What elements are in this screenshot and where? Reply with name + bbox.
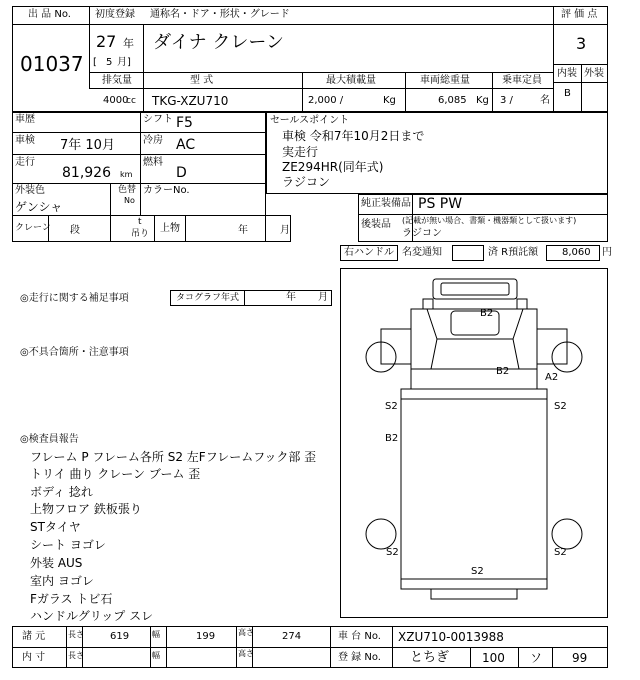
tacho-month: 月 xyxy=(318,292,328,303)
inspection-label: 車検 xyxy=(15,135,35,146)
upper-year: 年 xyxy=(238,225,248,236)
history-label: 車歴 xyxy=(15,114,35,125)
mileage-value: 81,926 xyxy=(62,165,111,181)
defects-label: ◎不具合箇所・注意事項 xyxy=(20,347,129,358)
damage-mark: B2 xyxy=(480,308,494,319)
damage-mark: B2 xyxy=(385,433,399,444)
height-label: 高さ xyxy=(238,628,254,637)
crane-label: クレーン xyxy=(15,223,51,233)
month-unit: 月] xyxy=(117,57,131,68)
divider xyxy=(66,626,67,668)
ext-color-value: ゲンシャ xyxy=(15,200,63,214)
reg-label: 登 録 No. xyxy=(338,652,381,663)
chassis-label: 車 台 No. xyxy=(338,631,381,642)
sales-point: 実走行 xyxy=(282,145,319,159)
divider xyxy=(330,626,331,668)
divider xyxy=(89,72,553,73)
ext-color-label: 外装色 xyxy=(15,185,45,196)
score-value: 3 xyxy=(576,34,587,53)
inspector-line: トリイ 曲り クレーン ブーム 歪 xyxy=(30,467,201,481)
crane-tsuri: 吊り xyxy=(131,229,150,239)
crane-dan: 段 xyxy=(70,225,80,236)
divider xyxy=(150,626,151,668)
divider xyxy=(236,626,237,668)
divider xyxy=(405,72,406,112)
aftermarket-label: 後装品 xyxy=(361,219,391,230)
fuel-value: D xyxy=(176,165,187,181)
aircon-value: AC xyxy=(176,137,196,153)
year-unit: 年 xyxy=(123,37,134,50)
inspector-line: ハンドルグリップ スレ xyxy=(30,609,154,623)
fuel-label: 燃料 xyxy=(143,157,163,168)
max-load-label: 最大積載量 xyxy=(326,75,376,86)
capacity-label: 乗車定員 xyxy=(502,75,542,86)
max-load-unit: Kg xyxy=(383,95,396,106)
gross-weight: 6,085 xyxy=(438,95,467,106)
upper-month: 月 xyxy=(280,225,290,236)
mileage-label: 走行 xyxy=(15,157,35,168)
month-open: [ xyxy=(93,57,97,68)
name-change-label: 名変通知 xyxy=(402,247,442,258)
inspector-line: 外装 AUS xyxy=(30,556,83,570)
shift-label: シフト xyxy=(143,114,173,125)
inner-width-label: 幅 xyxy=(152,651,160,660)
divider xyxy=(12,132,266,133)
aircon-label: 冷房 xyxy=(143,135,163,146)
damage-mark: B2 xyxy=(496,366,510,377)
tacho-year: 年 xyxy=(286,292,296,303)
inner-length-label: 長さ xyxy=(68,651,84,660)
sales-label: セールスポイント xyxy=(270,115,350,126)
tacho-label: タコグラフ年式 xyxy=(176,293,240,303)
recycle-unit: 円 xyxy=(602,247,612,258)
model-type-label: 型 式 xyxy=(190,75,214,86)
gross-weight-label: 車両総重量 xyxy=(420,75,470,86)
width-value: 199 xyxy=(196,631,216,642)
interior-score: B xyxy=(564,88,571,99)
crane-t: t xyxy=(138,217,142,227)
aftermarket-note: (記載が無い場合、書類・機器類として扱います) xyxy=(402,216,577,225)
divider xyxy=(553,24,608,25)
damage-mark: S2 xyxy=(471,566,484,577)
name-change-box xyxy=(452,245,484,261)
divider xyxy=(552,647,553,668)
inspector-line: 室内 ヨゴレ xyxy=(30,574,94,588)
sales-point: 車検 令和7年10月2日まで xyxy=(282,129,425,143)
recycle-label: 済 R預託額 xyxy=(488,247,539,258)
genuine-label: 純正装備品 xyxy=(361,198,411,209)
inner-label: 内 寸 xyxy=(22,652,46,663)
upper-label: 上物 xyxy=(160,223,180,234)
damage-mark: S2 xyxy=(554,401,567,412)
score-label: 評 価 点 xyxy=(561,9,598,20)
reg-class: 100 xyxy=(482,651,505,665)
recycle-amount: 8,060 xyxy=(562,247,591,258)
color-no-sub: No xyxy=(124,196,135,205)
divider xyxy=(392,626,393,668)
inspector-line: Fガラス トビ石 xyxy=(30,592,113,606)
divider xyxy=(143,24,144,72)
sales-point: ラジコン xyxy=(282,175,331,189)
capacity-unit: 名 xyxy=(540,95,550,106)
displacement: 4000 xyxy=(103,95,129,106)
capacity: 3 / xyxy=(500,95,513,106)
truck-outline xyxy=(341,269,607,617)
inner-height-label: 高さ xyxy=(238,649,254,658)
gross-weight-unit: Kg xyxy=(476,95,489,106)
inspection-value: 7年 10月 xyxy=(60,138,115,153)
divider xyxy=(12,154,266,155)
first-reg-year: 27 xyxy=(96,32,117,51)
inspector-line: STタイヤ xyxy=(30,520,81,534)
damage-mark: S2 xyxy=(385,401,398,412)
aftermarket-value: ラジコン xyxy=(402,228,442,239)
inspector-line: フレーム P フレーム各所 S2 左Fフレームフック部 歪 xyxy=(30,450,317,464)
dims-label: 諸 元 xyxy=(22,631,46,642)
damage-mark: A2 xyxy=(545,372,559,383)
model-name: ダイナ クレーン xyxy=(153,32,285,53)
height-value: 274 xyxy=(282,631,302,642)
divider xyxy=(492,72,493,112)
divider xyxy=(140,112,141,215)
sales-point: ZE294HR(同年式) xyxy=(282,160,384,174)
inspector-line: ボディ 捻れ xyxy=(30,485,93,499)
divider xyxy=(12,183,266,184)
inspector-label: ◎検査員報告 xyxy=(20,434,79,445)
first-reg-month: 5 xyxy=(106,57,113,68)
damage-mark: S2 xyxy=(386,547,399,558)
divider xyxy=(302,72,303,112)
divider xyxy=(110,183,111,242)
divider xyxy=(89,6,90,88)
upper-frame xyxy=(185,215,291,242)
reg-kana: ソ xyxy=(530,651,543,665)
exterior-label: 外装 xyxy=(584,68,604,79)
divider xyxy=(143,72,144,112)
divider xyxy=(581,64,582,112)
inspector-line: シート ヨゴレ xyxy=(30,538,106,552)
divider xyxy=(244,290,245,306)
length-value: 619 xyxy=(110,631,130,642)
supplement-label: ◎走行に関する補足事項 xyxy=(20,293,129,304)
model-type: TKG-XZU710 xyxy=(152,94,229,108)
chassis-no: XZU710-0013988 xyxy=(398,630,504,644)
width-label: 幅 xyxy=(152,630,160,639)
reg-number: 99 xyxy=(572,651,588,665)
damage-mark: S2 xyxy=(554,547,567,558)
inspector-line: 上物フロア 鉄板張り xyxy=(30,502,142,516)
lot-no: 01037 xyxy=(20,52,84,76)
shift-value: F5 xyxy=(176,115,193,131)
divider xyxy=(154,215,155,242)
genuine-value: PS PW xyxy=(418,196,463,212)
max-load: 2,000 / xyxy=(308,95,344,106)
first-reg-label: 初度登録 xyxy=(95,9,135,20)
mileage-unit: km xyxy=(120,170,133,179)
divider xyxy=(358,214,608,215)
length-label: 長さ xyxy=(68,630,84,639)
divider xyxy=(166,626,167,668)
interior-label: 内装 xyxy=(557,68,577,79)
displacement-unit: cc xyxy=(126,96,136,106)
color-no-label: 色替 xyxy=(118,185,137,195)
divider xyxy=(553,6,554,112)
divider xyxy=(518,647,519,668)
color-no-label2: カラーNo. xyxy=(143,185,190,196)
divider xyxy=(470,647,471,668)
reg-area: とちぎ xyxy=(410,650,450,665)
divider xyxy=(12,24,553,25)
lot-no-label: 出 品 No. xyxy=(28,9,71,20)
divider xyxy=(89,88,553,89)
displacement-label: 排気量 xyxy=(102,75,132,86)
steering-value: 右ハンドル xyxy=(344,247,394,258)
model-header-label: 通称名・ドア・形状・グレード xyxy=(150,9,290,20)
